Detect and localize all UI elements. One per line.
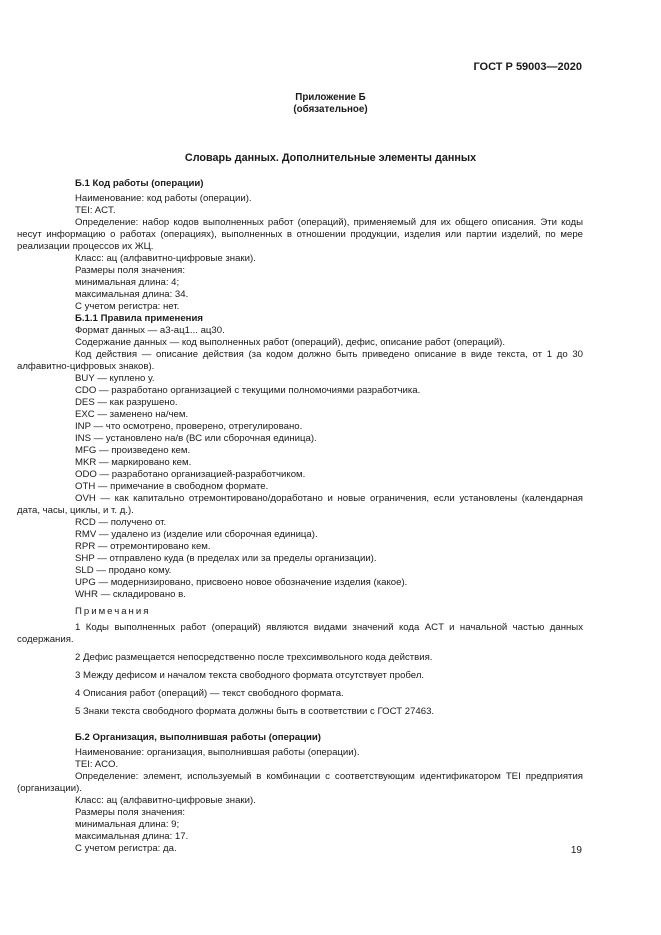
appendix-title: Приложение Б xyxy=(295,92,366,103)
code-item: BUY — куплено у. xyxy=(75,373,155,384)
note-item: 5 Знаки текста свободного формата должны быть в соответствии с ГОСТ 27463. xyxy=(75,706,435,717)
section-b1-tei: TEI: ACT. xyxy=(75,205,116,216)
code-item: RPR — отремонтировано кем. xyxy=(75,541,211,552)
note-item: 4 Описания работ (операций) — текст свободного формата. xyxy=(75,688,344,699)
section-b11-heading: Б.1.1 Правила применения xyxy=(75,313,203,324)
section-b1-definition: Определение: набор кодов выполненных работ (операций), применяемый для их общего описания. Эти коды несут информацию о работах (операциях), выполненных в отношении продукции, изделия или партии изделий, по мере реализации процессов их ЖЦ. xyxy=(17,217,583,252)
code-item: MFG — произведено кем. xyxy=(75,445,191,456)
code-item: SHP — отправлено куда (в пределах или за пределы организации). xyxy=(75,553,377,564)
section-b1-field-sizes: Размеры поля значения: xyxy=(75,265,185,276)
section-b1-min-length: минимальная длина: 4; xyxy=(75,277,180,288)
code-item: OTH — примечание в свободном формате. xyxy=(75,481,269,492)
document-number: ГОСТ Р 59003—2020 xyxy=(473,61,582,73)
section-b1-max-length: максимальная длина: 34. xyxy=(75,289,189,300)
appendix-status: (обязательное) xyxy=(293,104,368,115)
code-item: RMV — удалено из (изделие или сборочная единица). xyxy=(75,529,318,540)
section-b1-name: Наименование: код работы (операции). xyxy=(75,193,252,204)
notes-heading: Примечания xyxy=(75,606,151,617)
section-b2-name: Наименование: организация, выполнившая работы (операции). xyxy=(75,747,360,758)
section-b2-max-length: максимальная длина: 17. xyxy=(75,831,189,842)
note-item: 3 Между дефисом и началом текста свободного формата отсутствует пробел. xyxy=(75,670,425,681)
section-b11-content: Содержание данных — код выполненных работ (операций), дефис, описание работ (операций). xyxy=(75,337,506,348)
section-b2-case: С учетом регистра: да. xyxy=(75,843,177,854)
code-item: OVH — как капитально отремонтировано/доработано и новые ограничения, если установлены (календарная дата, часы, циклы, и т. д.). xyxy=(17,493,583,516)
code-item: DES — как разрушено. xyxy=(75,397,178,408)
code-item: MKR — маркировано кем. xyxy=(75,457,192,468)
section-b2-definition: Определение: элемент, используемый в комбинации с соответствующим идентификатором TEI предприятия (организации). xyxy=(17,771,583,794)
section-b2-class: Класс: ац (алфавитно-цифровые знаки). xyxy=(75,795,256,806)
section-b1-class: Класс: ац (алфавитно-цифровые знаки). xyxy=(75,253,256,264)
document-body xyxy=(17,178,583,855)
code-item: EXC — заменено на/чем. xyxy=(75,409,189,420)
section-b1-case: С учетом регистра: нет. xyxy=(75,301,180,312)
page-number: 19 xyxy=(570,845,582,856)
section-b2-tei: TEI: ACO. xyxy=(75,759,119,770)
section-b2-min-length: минимальная длина: 9; xyxy=(75,819,180,830)
code-item: ODO — разработано организацией-разработчиком. xyxy=(75,469,306,480)
section-b11-format: Формат данных — а3-ац1... ац30. xyxy=(75,325,225,336)
code-item: WHR — складировано в. xyxy=(75,589,186,600)
section-b11-action-code: Код действия — описание действия (за кодом должно быть приведено описание в виде текста, от 1 до 30 алфавитно-цифровых знаков). xyxy=(17,349,583,372)
appendix-heading xyxy=(0,92,661,116)
page-title: Словарь данных. Дополнительные элементы данных xyxy=(184,152,477,164)
code-item: SLD — продано кому. xyxy=(75,565,172,576)
note-item: 2 Дефис размещается непосредственно после трехсимвольного кода действия. xyxy=(75,652,433,663)
code-item: CDO — разработано организацией с текущими полномочиями разработчика. xyxy=(75,385,421,396)
code-item: RCD — получено от. xyxy=(75,517,167,528)
section-b2-field-sizes: Размеры поля значения: xyxy=(75,807,185,818)
code-item: INP — что осмотрено, проверено, отрегулировано. xyxy=(75,421,303,432)
note-item: 1 Коды выполненных работ (операций) являются видами значений кода ACT и начальной частью данных содержания. xyxy=(17,622,583,645)
section-b2-heading: Б.2 Организация, выполнившая работы (операции) xyxy=(75,732,321,743)
code-item: UPG — модернизировано, присвоено новое обозначение изделия (какое). xyxy=(75,577,408,588)
section-b1-heading: Б.1 Код работы (операции) xyxy=(75,178,204,189)
code-item: INS — установлено на/в (ВС или сборочная единица). xyxy=(75,433,317,444)
